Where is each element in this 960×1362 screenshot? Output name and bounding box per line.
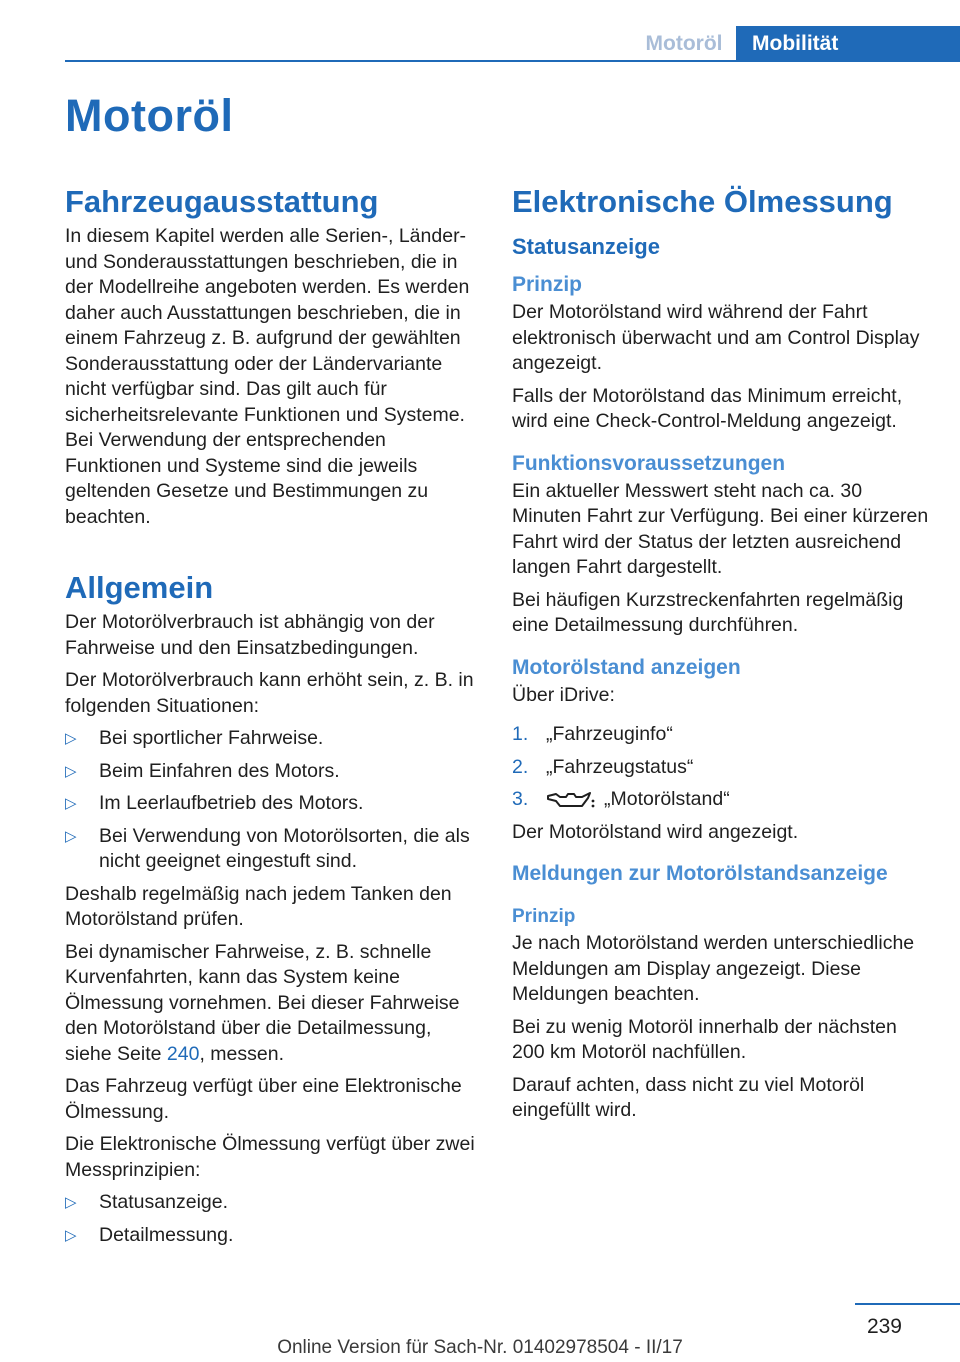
list-item: ▷ Statusanzeige. — [65, 1190, 483, 1216]
paragraph-prinzip-2: Falls der Motorölstand das Minimum erreicht, wird eine Check-Control-Meldung angezeigt. — [512, 384, 903, 432]
page-link[interactable]: 240 — [166, 1042, 200, 1065]
header-section-tab[interactable]: Motoröl — [645, 32, 723, 55]
paragraph-erhoeht: Der Motorölverbrauch kann erhöht sein, z. B. in folgenden Situationen: — [65, 669, 474, 717]
oil-can-icon — [546, 789, 596, 811]
paragraph-elektronisch: Das Fahrzeug verfügt über eine Elektronische Ölmessung. — [65, 1075, 462, 1123]
list-item: ▷ Bei sportlicher Fahrweise. — [65, 726, 483, 752]
heading-allgemein: Allgemein — [65, 570, 214, 605]
heading-meldungen: Meldungen zur Motorölstandsanzeige — [512, 862, 888, 885]
heading-statusanzeige: Statusanzeige — [512, 234, 660, 259]
triangle-bullet-icon: ▷ — [65, 730, 77, 747]
header-rule — [65, 60, 960, 62]
paragraph-dynamisch: Bei dynamischer Fahrweise, z. B. schnelle Kurvenfahrten, kann das System keine Ölmessung vornehmen. Bei dieser Fahrweise den Motorölstand über die Detailmessung, siehe Seite 240, messen. — [65, 940, 460, 1065]
situations-list — [65, 726, 483, 875]
page-number-rule — [855, 1303, 960, 1305]
header-chapter-tab[interactable]: Mobilität — [736, 26, 960, 62]
idrive-steps — [512, 722, 930, 813]
paragraph-funktion-2: Bei häufigen Kurzstreckenfahrten regelmäßig eine Detailmessung durchführen. — [512, 588, 904, 636]
list-item: ▷ Bei Verwendung von Motorölsorten, die als nicht geeignet eingestuft sind. — [65, 824, 470, 872]
list-item: 3. „Motorölstand“ — [512, 788, 730, 810]
right-column — [512, 180, 930, 1124]
heading-fahrzeugausstattung: Fahrzeugausstattung — [65, 184, 379, 219]
paragraph-meldungen-1: Je nach Motorölstand werden unterschiedliche Meldungen am Display angezeigt. Diese Meldungen beachten. — [512, 932, 915, 1005]
list-item: ▷ Im Leerlaufbetrieb des Motors. — [65, 791, 483, 817]
list-item: ▷ Detailmessung. — [65, 1223, 483, 1249]
paragraph-prinzip-1: Der Motorölstand wird während der Fahrt elektronisch überwacht und am Control Display angezeigt. — [512, 301, 920, 374]
paragraph-angezeigt: Der Motorölstand wird angezeigt. — [512, 820, 799, 843]
left-column — [65, 180, 483, 1255]
triangle-bullet-icon: ▷ — [65, 1194, 77, 1211]
list-item: ▷ Beim Einfahren des Motors. — [65, 759, 483, 785]
paragraph-meldungen-3: Darauf achten, dass nicht zu viel Motoröl eingefüllt wird. — [512, 1073, 865, 1121]
heading-motoroelstand-anzeigen: Motorölstand anzeigen — [512, 655, 741, 679]
paragraph-fahrzeugausstattung: In diesem Kapitel werden alle Serien-, Länder- und Sonderausstattungen beschrieben, die in der Modellreihe angeboten werden. Es werden daher auch Ausstattungen beschrieben, die in einem Fahrzeug z. B. aufgrund der gewählten Sonderausstattung oder der Ländervariante nicht verfügbar sind. Das gilt auch für sicherheitsrelevante Funktionen und Systeme. Bei Verwendung der entsprechenden Funktionen und Systeme sind die jeweils geltenden Gesetze und Bestimmungen zu beachten. — [65, 225, 470, 528]
heading-prinzip: Prinzip — [512, 273, 583, 296]
list-item: 2. „Fahrzeugstatus“ — [512, 755, 694, 778]
heading-prinzip-meldungen: Prinzip — [512, 906, 576, 927]
list-item: 1. „Fahrzeuginfo“ — [512, 723, 673, 745]
footer-text: Online Version für Sach-Nr. 01402978504 - II/17 — [277, 1337, 683, 1358]
triangle-bullet-icon: ▷ — [65, 762, 77, 780]
paragraph-pruefen: Deshalb regelmäßig nach jedem Tanken den Motorölstand prüfen. — [65, 882, 452, 930]
paragraph-messprinzipien: Die Elektronische Ölmessung verfügt über zwei Messprinzipien: — [65, 1133, 475, 1181]
triangle-bullet-icon: ▷ — [65, 1226, 77, 1244]
heading-elektronische-oelmessung: Elektronische Ölmessung — [512, 184, 893, 219]
paragraph-meldungen-2: Bei zu wenig Motoröl innerhalb der nächsten 200 km Motoröl nachfüllen. — [512, 1015, 897, 1063]
paragraph-verbrauch: Der Motorölverbrauch ist abhängig von der Fahrweise und den Einsatzbedingungen. — [65, 611, 435, 659]
triangle-bullet-icon: ▷ — [65, 827, 77, 845]
page-header — [0, 0, 960, 62]
page-number: 239 — [866, 1315, 902, 1338]
paragraph-funktion-1: Ein aktueller Messwert steht nach ca. 30 Minuten Fahrt zur Verfügung. Bei einer kürzeren Fahrt wird der Status der letzten ausreichend langen Fahrt dargestellt. — [512, 479, 929, 578]
heading-funktionsvoraussetzungen: Funktionsvoraussetzungen — [512, 451, 786, 475]
principles-list — [65, 1190, 483, 1248]
page-title: Motoröl — [65, 90, 234, 141]
paragraph-idrive: Über iDrive: — [512, 683, 615, 706]
triangle-bullet-icon: ▷ — [65, 795, 77, 812]
